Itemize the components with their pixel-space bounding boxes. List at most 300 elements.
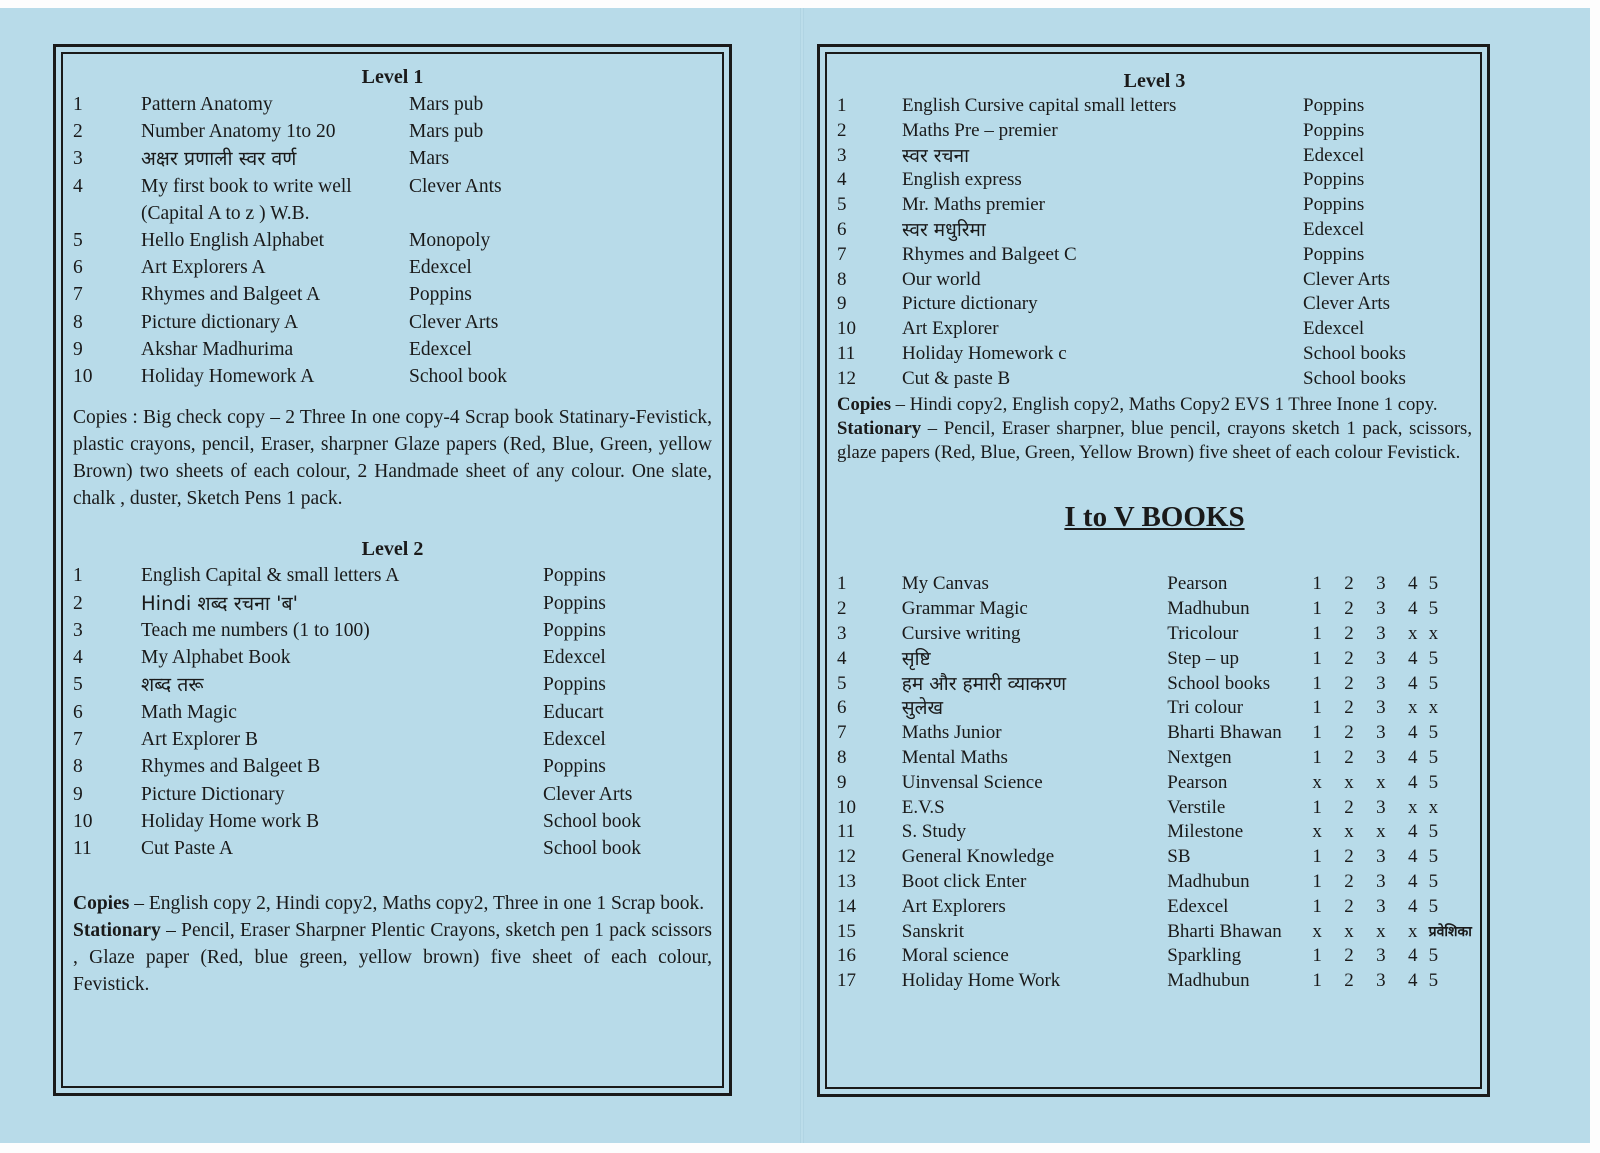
level2-row-title: Art Explorer B	[141, 729, 258, 751]
i-to-v-row-number: 3	[837, 623, 847, 645]
level3-row-publisher: Poppins	[1303, 95, 1365, 116]
i-to-v-row-title: Maths Junior	[901, 722, 1002, 744]
i-to-v-row-publisher: SB	[1167, 846, 1191, 868]
i-to-v-class-3-mark: 3	[1376, 672, 1386, 694]
level2-row	[73, 835, 641, 862]
level1-row-publisher: Edexcel	[409, 257, 472, 279]
level1-row-title: Akshar Madhurima	[141, 338, 294, 360]
level1-title: Level 1	[361, 66, 424, 88]
level3-row-publisher: School books	[1303, 342, 1406, 364]
i-to-v-row	[837, 622, 1472, 647]
i-to-v-class-4-mark: 4	[1407, 647, 1418, 669]
i-to-v-class-5-mark: 5	[1428, 970, 1439, 992]
level1-row	[73, 254, 507, 281]
level1-row-number: 5	[73, 230, 83, 252]
level3-row	[837, 367, 1406, 392]
level3-row-publisher: Poppins	[1303, 243, 1365, 265]
i-to-v-row-publisher: Verstile	[1167, 796, 1226, 818]
level2-row-publisher: Poppins	[543, 592, 606, 614]
level2-row-title: Rhymes and Balgeet B	[141, 756, 321, 778]
level3-row	[837, 342, 1406, 367]
level3-row-publisher: School books	[1303, 367, 1406, 389]
level2-row-number: 5	[73, 674, 83, 696]
level2-row-number: 4	[73, 647, 83, 669]
level1-row	[73, 363, 507, 390]
i-to-v-row-title: General Knowledge	[901, 846, 1055, 868]
level1-row-number: 9	[73, 338, 83, 360]
level1-row-number: 1	[73, 94, 83, 115]
level2-row-publisher: Poppins	[543, 756, 606, 778]
i-to-v-class-4-mark: x	[1407, 697, 1418, 719]
level3-row	[837, 193, 1406, 218]
i-to-v-class-4-mark: 4	[1407, 821, 1418, 843]
i-to-v-class-2-mark: 2	[1344, 871, 1354, 893]
i-to-v-row-publisher: Pearson	[1167, 771, 1228, 793]
i-to-v-row-title: My Canvas	[901, 573, 989, 595]
i-to-v-class-4-mark: 4	[1407, 747, 1418, 769]
i-to-v-class-1-mark: 1	[1312, 623, 1322, 645]
i-to-v-class-5-mark: 5	[1428, 598, 1439, 620]
i-to-v-row-number: 9	[837, 771, 847, 793]
i-to-v-class-3-mark: 3	[1376, 945, 1386, 967]
i-to-v-class-4-mark: 4	[1407, 846, 1418, 868]
right-panel-inner-border	[825, 52, 1482, 1089]
level1-row	[73, 118, 507, 145]
level3-stationary-text: – Pencil, Eraser sharpner, blue pencil, crayons sketch 1 pack, scissors, glaze papers (Red, Blue, Green, Yellow Brown) five sheet of each colour Fevistick.	[837, 417, 1472, 464]
i-to-v-class-4-mark: 4	[1407, 945, 1418, 967]
i-to-v-class-2-mark: 2	[1344, 895, 1354, 917]
i-to-v-row	[837, 895, 1472, 920]
i-to-v-class-2-mark: 2	[1344, 722, 1354, 744]
i-to-v-row	[837, 944, 1472, 969]
level2-stationary-text: – Pencil, Eraser Sharpner Plentic Crayons, sketch pen 1 pack scissors , Glaze paper (Red, blue green, yellow brown) five sheet of each colour, Fevistick.	[73, 919, 712, 995]
i-to-v-class-2-mark: 2	[1344, 672, 1354, 694]
i-to-v-class-4-mark: x	[1407, 623, 1418, 645]
i-to-v-class-5-mark: x	[1428, 623, 1439, 645]
level3-row	[837, 168, 1406, 193]
level2-stationary	[73, 917, 712, 998]
i-to-v-row-publisher: Madhubun	[1167, 871, 1250, 893]
i-to-v-row-title: Mental Maths	[901, 747, 1008, 769]
i-to-v-class-5-mark: 5	[1428, 747, 1439, 769]
i-to-v-row	[837, 647, 1472, 672]
level1-row-title: Holiday Homework A	[141, 366, 315, 388]
i-to-v-class-1-mark: 1	[1312, 970, 1322, 992]
level1-row-publisher: Clever Ants	[409, 175, 502, 197]
i-to-v-row	[837, 572, 1472, 597]
level2-row-title: Cut Paste A	[141, 838, 234, 860]
level1-row-publisher: Mars pub	[409, 94, 484, 115]
level3-stationary-label: Stationary	[837, 417, 922, 439]
level2-row-title: Hindi शब्द रचना 'ब'	[141, 591, 299, 615]
i-to-v-class-4-mark: 4	[1407, 672, 1418, 694]
i-to-v-class-5-mark: 5	[1428, 846, 1439, 868]
i-to-v-class-3-mark: 3	[1376, 573, 1386, 595]
level3-row-number: 3	[837, 144, 847, 166]
i-to-v-class-2-mark: x	[1344, 920, 1354, 942]
level1-row-title: (Capital A to z ) W.B.	[141, 202, 310, 224]
i-to-v-row-title: Boot click Enter	[901, 871, 1027, 893]
i-to-v-row-number: 12	[837, 846, 856, 868]
level3-row-title: Maths Pre – premier	[902, 119, 1058, 141]
i-to-v-class-3-mark: 3	[1376, 895, 1386, 917]
level3-row-title: English Cursive capital small letters	[902, 95, 1177, 116]
level1-row-number: 10	[73, 366, 93, 388]
level1-copies: Copies : Big check copy – 2 Three In one copy-4 Scrap book Statinary-Fevistick, plastic crayons, pencil, Eraser, sharpner Glaze papers (Red, Blue, Green, yellow Brown) two sheets of each colour, 2 Handmade sheet of any colour. One slate, chalk , duster, Sketch Pens 1 pack.	[73, 407, 712, 510]
level3-row-publisher: Poppins	[1303, 169, 1365, 191]
level2-row-title: My Alphabet Book	[141, 647, 291, 669]
i-to-v-row-publisher: Tri colour	[1167, 697, 1244, 719]
i-to-v-row	[837, 796, 1472, 821]
level2-row-publisher: Clever Arts	[543, 783, 633, 805]
level2-row	[73, 562, 641, 589]
level3-row-publisher: Edexcel	[1303, 318, 1365, 340]
i-to-v-class-1-mark: 1	[1312, 871, 1322, 893]
i-to-v-class-4-mark: 4	[1407, 771, 1418, 793]
level1-row	[73, 200, 507, 227]
i-to-v-row	[837, 969, 1472, 994]
level1-row-title: My first book to write well	[141, 175, 352, 197]
level3-row-number: 10	[837, 318, 856, 340]
i-to-v-row-publisher: Nextgen	[1167, 747, 1232, 769]
level2-row-publisher: Educart	[543, 701, 604, 723]
level1-row-title: Art Explorers A	[141, 257, 266, 279]
level3-row-number: 2	[837, 119, 847, 141]
level1-row-number: 8	[73, 311, 83, 333]
i-to-v-row-publisher: Edexcel	[1167, 895, 1229, 917]
level1-row-number: 2	[73, 121, 83, 143]
level2-row-number: 9	[73, 783, 83, 805]
right-panel	[817, 44, 1490, 1097]
i-to-v-class-2-mark: 2	[1344, 796, 1354, 818]
level2-row-number: 11	[73, 838, 92, 860]
level2-row-title: शब्द तरू	[141, 673, 204, 697]
i-to-v-class-1-mark: 1	[1312, 573, 1322, 595]
level1-row	[73, 309, 507, 336]
i-to-v-row-number: 17	[837, 970, 856, 992]
level3-row-title: स्वर रचना	[902, 144, 970, 167]
i-to-v-row-number: 14	[837, 895, 856, 917]
i-to-v-class-3-mark: x	[1376, 821, 1386, 843]
i-to-v-row-publisher: Sparkling	[1167, 945, 1242, 967]
level2-row	[73, 699, 641, 726]
level3-row	[837, 218, 1406, 243]
level2-row-publisher: Poppins	[543, 565, 606, 587]
level2-row	[73, 590, 641, 617]
level1-row	[73, 173, 507, 200]
level2-row	[73, 781, 641, 808]
level3-row-title: Rhymes and Balgeet C	[902, 243, 1077, 265]
level3-row-number: 4	[837, 169, 847, 191]
level3-row-publisher: Poppins	[1303, 194, 1365, 216]
level1-row-title: अक्षर प्रणाली स्वर वर्ण	[141, 147, 297, 171]
i-to-v-row	[837, 845, 1472, 870]
level2-row	[73, 671, 641, 698]
level2-row-number: 2	[73, 592, 83, 614]
level1-row-number: 6	[73, 257, 83, 279]
level3-title: Level 3	[1123, 70, 1186, 92]
i-to-v-row	[837, 820, 1472, 845]
i-to-v-class-1-mark: x	[1312, 920, 1322, 942]
i-to-v-row-number: 13	[837, 871, 856, 893]
level1-row	[73, 145, 507, 172]
i-to-v-row	[837, 746, 1472, 771]
level2-row-publisher: School book	[543, 838, 642, 860]
level3-row-title: Picture dictionary	[902, 293, 1038, 315]
i-to-v-class-1-mark: 1	[1312, 598, 1322, 620]
i-to-v-class-2-mark: 2	[1344, 945, 1354, 967]
level3-row	[837, 317, 1406, 342]
level1-row-publisher: Mars	[409, 148, 450, 170]
level3-copies	[837, 393, 1472, 417]
level2-row	[73, 808, 641, 835]
level3-row	[837, 268, 1406, 293]
i-to-v-class-1-mark: 1	[1312, 895, 1322, 917]
i-to-v-row-publisher: Madhubun	[1167, 598, 1250, 620]
i-to-v-class-3-mark: 3	[1376, 846, 1386, 868]
i-to-v-class-1-mark: 1	[1312, 722, 1322, 744]
level3-row	[837, 94, 1406, 119]
level3-row-publisher: Edexcel	[1303, 144, 1365, 166]
i-to-v-row-publisher: Pearson	[1167, 573, 1228, 595]
i-to-v-class-5-mark: 5	[1428, 821, 1439, 843]
level3-row-number: 1	[837, 95, 847, 116]
i-to-v-row-publisher: School books	[1167, 672, 1271, 694]
level2-row-publisher: School book	[543, 810, 642, 832]
i-to-v-class-2-mark: 2	[1344, 747, 1354, 769]
i-to-v-row-number: 5	[837, 672, 847, 694]
level2-row	[73, 617, 641, 644]
level2-copies-label: Copies	[73, 892, 130, 914]
level1-row-title: Hello English Alphabet	[141, 230, 325, 252]
level3-row-publisher: Clever Arts	[1303, 293, 1391, 315]
center-fold	[800, 8, 804, 1143]
level1-row	[73, 336, 507, 363]
i-to-v-row	[837, 920, 1472, 945]
i-to-v-row-title: Uinvensal Science	[901, 771, 1043, 793]
i-to-v-row	[837, 597, 1472, 622]
i-to-v-row-title: सृष्टि	[901, 647, 931, 670]
i-to-v-table	[837, 572, 1472, 994]
i-to-v-row	[837, 870, 1472, 895]
i-to-v-class-4-mark: x	[1407, 920, 1418, 942]
i-to-v-row	[837, 721, 1472, 746]
level2-row-publisher: Edexcel	[543, 647, 606, 669]
i-to-v-row-title: S. Study	[901, 821, 967, 843]
level2-row-publisher: Edexcel	[543, 729, 606, 751]
level2-row-publisher: Poppins	[543, 619, 606, 641]
level1-row-publisher: Edexcel	[409, 338, 472, 360]
level3-row-publisher: Clever Arts	[1303, 268, 1391, 290]
level2-copies-text: – English copy 2, Hindi copy2, Maths copy2, Three in one 1 Scrap book.	[129, 892, 705, 914]
level3-row-title: Art Explorer	[902, 318, 999, 340]
level1-row-publisher: Clever Arts	[409, 311, 499, 333]
i-to-v-class-4-mark: 4	[1407, 722, 1418, 744]
level3-row-number: 9	[837, 293, 847, 315]
level3-row-number: 12	[837, 367, 856, 389]
i-to-v-class-1-mark: 1	[1312, 697, 1322, 719]
i-to-v-class-5-mark: 5	[1428, 771, 1439, 793]
level1-row-publisher: Monopoly	[409, 230, 491, 252]
i-to-v-class-1-mark: 1	[1312, 945, 1322, 967]
i-to-v-title: I to V BOOKS	[1064, 501, 1245, 534]
i-to-v-class-1-mark: x	[1312, 771, 1322, 793]
level1-row-number	[73, 200, 141, 227]
i-to-v-row-title: हम और हमारी व्याकरण	[901, 672, 1067, 695]
level3-row-number: 5	[837, 194, 847, 216]
i-to-v-class-1-mark: x	[1312, 821, 1322, 843]
level2-row-number: 10	[73, 810, 93, 832]
i-to-v-row-title: Grammar Magic	[901, 598, 1028, 620]
level3-row-title: Holiday Homework c	[902, 342, 1067, 364]
level3-row-number: 7	[837, 243, 847, 265]
level2-row	[73, 753, 641, 780]
level3-row-title: Our world	[902, 268, 981, 290]
level3-row	[837, 119, 1406, 144]
level1-row-title: Number Anatomy 1to 20	[141, 121, 336, 143]
level1-row-number: 4	[73, 175, 83, 197]
i-to-v-row-publisher: Milestone	[1167, 821, 1244, 843]
level1-row	[73, 281, 507, 308]
i-to-v-class-2-mark: 2	[1344, 846, 1354, 868]
i-to-v-row-title: सुलेख	[901, 697, 944, 720]
level2-row-publisher: Poppins	[543, 674, 606, 696]
i-to-v-row-number: 15	[837, 920, 856, 942]
i-to-v-class-3-mark: 3	[1376, 871, 1386, 893]
i-to-v-row-publisher: Bharti Bhawan	[1167, 722, 1282, 744]
level2-row-number: 6	[73, 701, 83, 723]
level3-row	[837, 292, 1406, 317]
level3-row-publisher: Poppins	[1303, 119, 1365, 141]
i-to-v-class-4-mark: 4	[1407, 895, 1418, 917]
i-to-v-class-3-mark: 3	[1376, 598, 1386, 620]
i-to-v-class-1-mark: 1	[1312, 672, 1322, 694]
i-to-v-class-5-mark: x	[1428, 697, 1439, 719]
i-to-v-row	[837, 672, 1472, 697]
level1-row-number: 3	[73, 148, 83, 170]
level2-copies	[73, 890, 712, 917]
i-to-v-row-title: Holiday Home Work	[901, 970, 1061, 992]
level2-table	[73, 562, 641, 862]
i-to-v-class-5-mark: 5	[1428, 722, 1439, 744]
level3-row-number: 8	[837, 268, 847, 290]
i-to-v-row-number: 2	[837, 598, 847, 620]
i-to-v-class-4-mark: 4	[1407, 598, 1418, 620]
level2-row-title: Holiday Home work B	[141, 810, 320, 832]
level3-copies-label: Copies	[837, 393, 891, 415]
i-to-v-row-title: Moral science	[901, 945, 1009, 967]
i-to-v-class-5-mark: 5	[1428, 647, 1439, 669]
i-to-v-class-2-mark: 2	[1344, 573, 1354, 595]
level2-row-title: English Capital & small letters A	[141, 565, 400, 587]
left-panel-inner-border	[61, 52, 724, 1088]
level3-row-title: English express	[902, 169, 1022, 191]
i-to-v-class-3-mark: 3	[1376, 623, 1386, 645]
i-to-v-row-title: Cursive writing	[901, 623, 1021, 645]
level3-copies-text: – Hindi copy2, English copy2, Maths Copy2 EVS 1 Three Inone 1 copy.	[891, 393, 1438, 415]
level2-row-title: Math Magic	[141, 701, 237, 723]
level3-row	[837, 243, 1406, 268]
i-to-v-row-number: 7	[837, 722, 847, 744]
i-to-v-row	[837, 696, 1472, 721]
i-to-v-row-publisher: Bharti Bhawan	[1167, 920, 1282, 942]
level1-row-publisher	[409, 200, 507, 227]
i-to-v-class-3-mark: x	[1376, 771, 1386, 793]
level1-table	[73, 91, 507, 390]
i-to-v-class-2-mark: x	[1344, 821, 1354, 843]
i-to-v-row-title: Art Explorers	[901, 895, 1006, 917]
i-to-v-row-publisher: Step – up	[1167, 647, 1240, 669]
i-to-v-class-1-mark: 1	[1312, 796, 1322, 818]
level2-row	[73, 726, 641, 753]
i-to-v-class-4-mark: 4	[1407, 573, 1418, 595]
i-to-v-row-number: 11	[837, 821, 856, 843]
level3-table	[837, 94, 1406, 392]
i-to-v-row-title: E.V.S	[901, 796, 945, 818]
i-to-v-class-1-mark: 1	[1312, 747, 1322, 769]
level2-row-number: 8	[73, 756, 83, 778]
i-to-v-row-title: Sanskrit	[901, 920, 965, 942]
i-to-v-class-5-mark: 5	[1428, 871, 1439, 893]
i-to-v-row-number: 4	[837, 647, 847, 669]
level1-row	[73, 91, 507, 118]
level3-row-publisher: Edexcel	[1303, 218, 1365, 240]
i-to-v-row-number: 16	[837, 945, 856, 967]
level3-row	[837, 144, 1406, 169]
i-to-v-class-1-mark: 1	[1312, 846, 1322, 868]
level3-stationary	[837, 417, 1472, 466]
i-to-v-class-2-mark: 2	[1344, 970, 1354, 992]
i-to-v-class-3-mark: 3	[1376, 796, 1386, 818]
i-to-v-row-number: 1	[837, 573, 847, 595]
level3-row-title: स्वर मधुरिमा	[902, 218, 986, 241]
i-to-v-class-3-mark: x	[1376, 920, 1386, 942]
right-content	[837, 66, 1472, 994]
level1-row-publisher: Poppins	[409, 284, 472, 306]
i-to-v-class-2-mark: x	[1344, 771, 1354, 793]
level1-row-number: 7	[73, 284, 83, 306]
level1-row-title: Picture dictionary A	[141, 311, 299, 333]
i-to-v-class-5-mark: 5	[1428, 945, 1439, 967]
level1-row	[73, 227, 507, 254]
level2-row	[73, 644, 641, 671]
i-to-v-class-4-mark: 4	[1407, 970, 1418, 992]
level3-row-title: Cut & paste B	[902, 367, 1011, 389]
level2-row-number: 7	[73, 729, 83, 751]
i-to-v-class-5-mark: x	[1428, 796, 1439, 818]
i-to-v-class-2-mark: 2	[1344, 697, 1354, 719]
i-to-v-class-3-mark: 3	[1376, 747, 1386, 769]
i-to-v-class-2-mark: 2	[1344, 647, 1354, 669]
level2-title: Level 2	[361, 538, 424, 561]
i-to-v-class-5-mark: 5	[1428, 672, 1439, 694]
i-to-v-row-publisher: Tricolour	[1167, 623, 1239, 645]
level3-row-number: 6	[837, 218, 847, 240]
level2-row-number: 3	[73, 619, 83, 641]
i-to-v-class-2-mark: 2	[1344, 598, 1354, 620]
i-to-v-row-number: 6	[837, 697, 847, 719]
i-to-v-class-4-mark: 4	[1407, 871, 1418, 893]
level3-row-title: Mr. Maths premier	[902, 194, 1046, 216]
level3-row-number: 11	[837, 342, 856, 364]
left-content	[73, 64, 712, 998]
i-to-v-class-5-mark: 5	[1428, 573, 1439, 595]
level1-row-publisher: Mars pub	[409, 121, 484, 143]
i-to-v-row-number: 8	[837, 747, 847, 769]
level1-row-publisher: School book	[409, 366, 508, 388]
i-to-v-class-3-mark: 3	[1376, 697, 1386, 719]
i-to-v-class-1-mark: 1	[1312, 647, 1322, 669]
